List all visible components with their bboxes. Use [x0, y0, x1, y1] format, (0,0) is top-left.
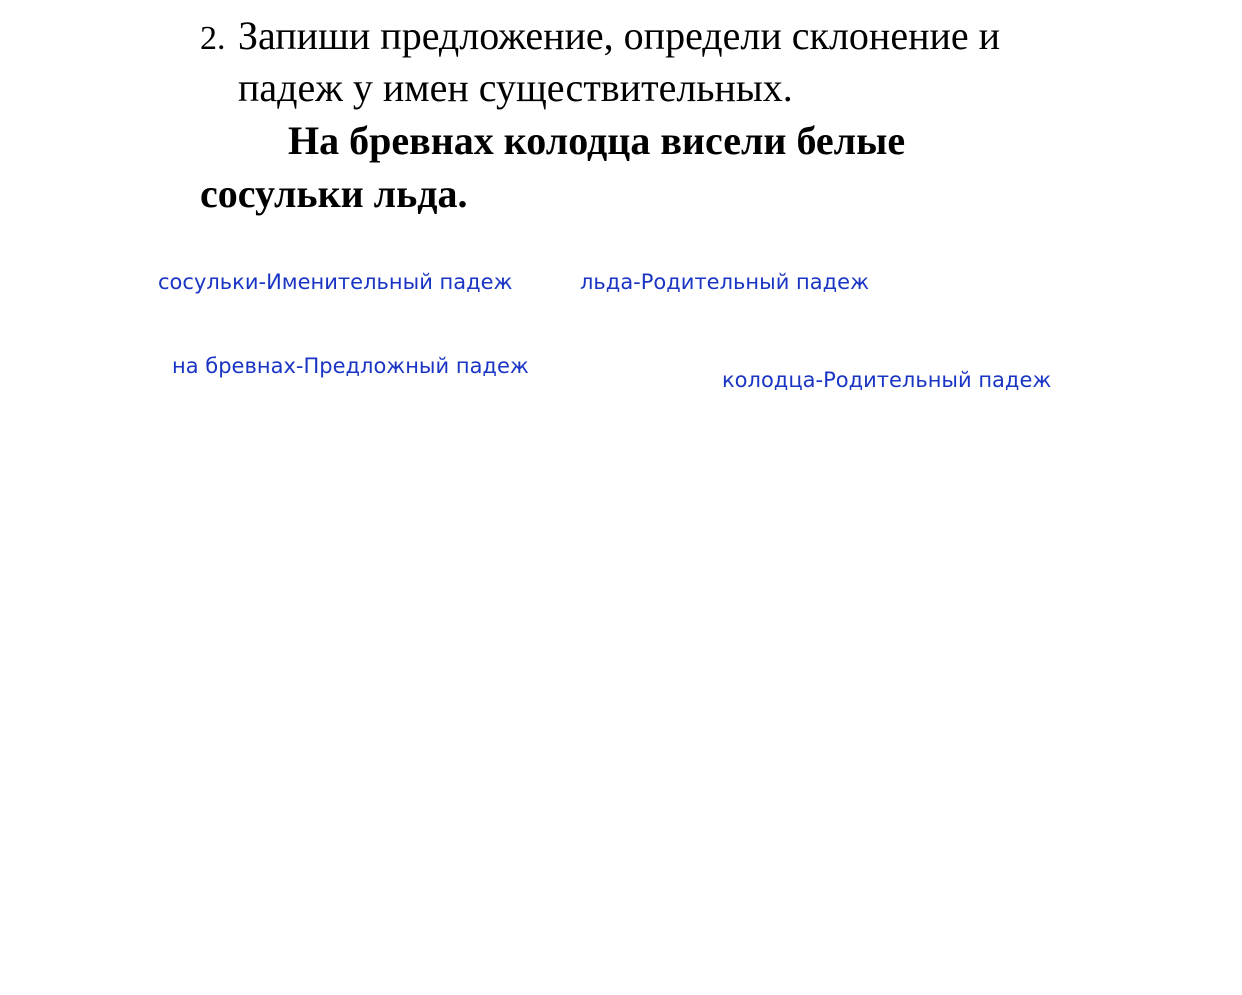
sentence-line-1: На бревнах колодца висели белые [288, 118, 906, 163]
example-sentence [200, 114, 1100, 220]
task-instruction-text [238, 10, 1100, 114]
answer-lda: льда-Родительный падеж [580, 270, 869, 294]
task-number: 2. [200, 20, 226, 57]
instruction-line-2: падеж у имен существительных. [238, 65, 793, 110]
task-instruction [200, 10, 1100, 114]
instruction-line-1: Запиши предложение, определи склонение и [238, 13, 1001, 58]
answer-na-brevnah: на бревнах-Предложный падеж [172, 354, 529, 378]
answer-sosulki: сосульки-Именительный падеж [158, 270, 513, 294]
sentence-line-2: сосульки льда. [200, 171, 468, 216]
answer-kolodca: колодца-Родительный падеж [722, 368, 1052, 392]
task-block [200, 10, 1100, 220]
